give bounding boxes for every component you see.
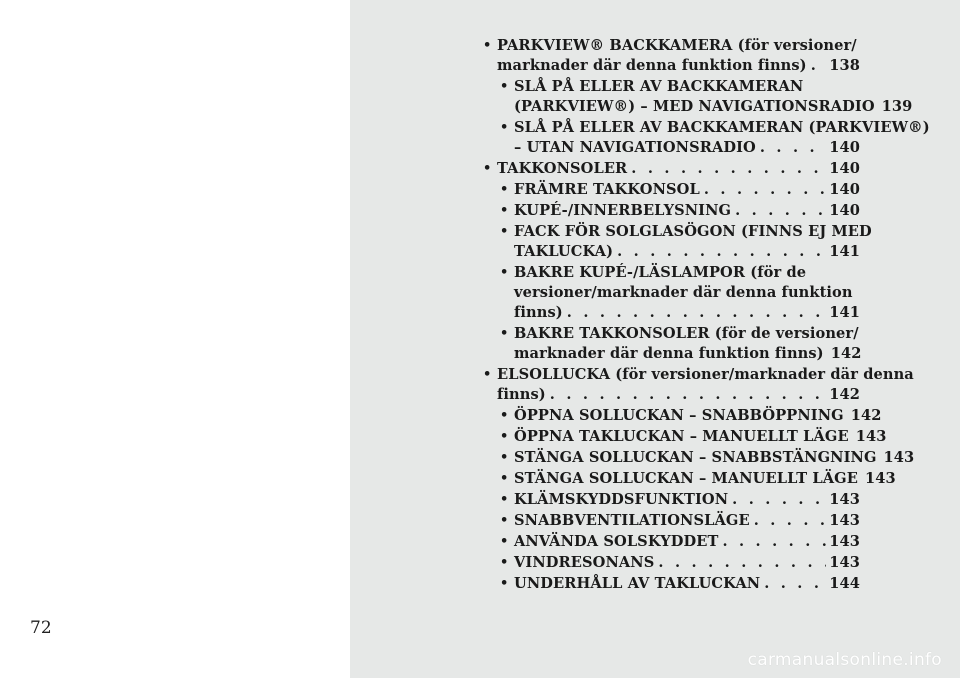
watermark: carmanualsonline.info <box>747 650 942 670</box>
toc-entry-text: FACK FÖR SOLGLASÖGON (FINNS EJ MED <box>514 223 872 240</box>
toc-entry-text: STÄNGA SOLLUCKAN – MANUELLT LÄGE <box>514 470 858 487</box>
toc-entry-text: (PARKVIEW®) – MED NAVIGATIONSRADIO <box>514 98 875 115</box>
toc-entry-text: SLÅ PÅ ELLER AV BACKKAMERAN (PARKVIEW®) <box>514 119 930 136</box>
bullet-icon: • <box>500 408 509 423</box>
dot-leader <box>704 180 826 200</box>
toc-entry-text: STÄNGA SOLLUCKAN – SNABBSTÄNGNING <box>514 449 877 466</box>
toc-page-number: 139 <box>881 98 913 115</box>
bullet-icon: • <box>500 224 509 239</box>
toc-entry-line <box>514 303 860 323</box>
toc-entry[interactable] <box>480 36 860 76</box>
dot-leader <box>658 553 826 573</box>
toc-entry-line <box>514 511 860 531</box>
dot-leader <box>567 303 826 323</box>
toc-entry[interactable] <box>497 222 872 262</box>
toc-entry-text: VINDRESONANS <box>514 554 655 571</box>
toc-entry[interactable] <box>497 427 887 447</box>
toc-entry-line <box>514 427 887 447</box>
toc-entry[interactable] <box>497 324 860 364</box>
toc-entry-text: KUPÉ-/INNERBELYSNING <box>514 202 732 219</box>
toc-entry-text: KLÄMSKYDDSFUNKTION <box>514 491 729 508</box>
toc-page-number: 143 <box>864 470 896 487</box>
toc-entry[interactable] <box>497 406 882 426</box>
dot-leader <box>735 201 826 221</box>
toc-entry-text: TAKLUCKA) <box>514 243 614 260</box>
dot-leader <box>550 385 826 405</box>
bullet-icon: • <box>500 555 509 570</box>
toc-page-number: 140 <box>829 202 860 219</box>
toc-page-number: 140 <box>829 160 860 177</box>
toc-entry-text: PARKVIEW® BACKKAMERA (för versioner/ <box>497 37 857 54</box>
toc-entry-line <box>514 448 915 468</box>
dot-leader <box>631 159 826 179</box>
toc-entry-line <box>514 344 860 364</box>
toc-page-number: 143 <box>829 491 860 508</box>
dot-leader <box>722 532 826 552</box>
toc-entry[interactable] <box>497 553 860 573</box>
bullet-icon: • <box>483 161 492 176</box>
toc-entry-line <box>514 469 896 489</box>
dot-leader <box>617 242 826 262</box>
toc-entry-line <box>514 97 913 117</box>
toc-entry[interactable] <box>497 532 860 552</box>
toc-entry-line <box>514 138 860 158</box>
toc-entry-line <box>514 180 860 200</box>
bullet-icon: • <box>500 429 509 444</box>
toc-page-number: 143 <box>883 449 915 466</box>
toc-entry-line <box>497 56 860 76</box>
dot-leader <box>754 511 827 531</box>
toc-entry-text: FRÄMRE TAKKONSOL <box>514 181 700 198</box>
toc-entry[interactable] <box>497 469 896 489</box>
bullet-icon: • <box>483 367 492 382</box>
table-of-contents <box>480 36 930 595</box>
toc-entry[interactable] <box>497 118 930 158</box>
toc-panel <box>350 0 960 678</box>
toc-page-number: 143 <box>829 533 860 550</box>
bullet-icon: • <box>500 79 509 94</box>
toc-page-number: 141 <box>829 243 860 260</box>
dot-leader <box>760 138 826 158</box>
bullet-icon: • <box>500 513 509 528</box>
toc-page-number: 143 <box>855 428 887 445</box>
bullet-icon: • <box>483 38 492 53</box>
bullet-icon: • <box>500 534 509 549</box>
toc-entry-text: SNABBVENTILATIONSLÄGE <box>514 512 750 529</box>
toc-page-number: 140 <box>829 181 860 198</box>
toc-entry-text: marknader där denna funktion finns) <box>514 345 824 362</box>
toc-entry[interactable] <box>497 180 860 200</box>
toc-entry[interactable] <box>497 511 860 531</box>
toc-entry-text: marknader där denna funktion finns) <box>497 57 807 74</box>
toc-entry-line <box>497 385 860 405</box>
toc-page-number: 143 <box>829 512 860 529</box>
toc-entry[interactable] <box>497 77 913 117</box>
toc-entry-text: ANVÄNDA SOLSKYDDET <box>514 533 719 550</box>
toc-entry-text: ÖPPNA TAKLUCKAN – MANUELLT LÄGE <box>514 428 849 445</box>
toc-page-number: 143 <box>829 554 860 571</box>
toc-entry-line <box>514 406 882 426</box>
toc-entry-text: TAKKONSOLER <box>497 160 628 177</box>
dot-leader <box>732 490 826 510</box>
toc-page-number: 138 <box>829 57 860 74</box>
bullet-icon: • <box>500 203 509 218</box>
dot-leader <box>764 574 826 594</box>
toc-page-number: 140 <box>829 139 860 156</box>
page-number: 72 <box>30 618 52 638</box>
bullet-icon: • <box>500 182 509 197</box>
toc-entry[interactable] <box>497 448 915 468</box>
bullet-icon: • <box>500 326 509 341</box>
toc-page-number: 142 <box>830 345 862 362</box>
toc-page-number: 142 <box>829 386 860 403</box>
left-page-area <box>0 0 350 678</box>
toc-page-number: 142 <box>850 407 882 424</box>
toc-entry-text: finns) <box>514 304 563 321</box>
toc-entry[interactable] <box>480 159 860 179</box>
toc-entry-line <box>514 574 860 594</box>
toc-entry-text: ÖPPNA SOLLUCKAN – SNABBÖPPNING <box>514 407 844 424</box>
toc-page-number: 144 <box>829 575 860 592</box>
toc-entry-text: versioner/marknader där denna funktion <box>514 284 853 301</box>
toc-entry-line <box>514 553 860 573</box>
toc-entry[interactable] <box>497 263 860 323</box>
toc-entry-line <box>514 242 860 262</box>
bullet-icon: • <box>500 576 509 591</box>
toc-entry-text: UNDERHÅLL AV TAKLUCKAN <box>514 575 761 592</box>
bullet-icon: • <box>500 265 509 280</box>
toc-page-number: 141 <box>829 304 860 321</box>
bullet-icon: • <box>500 120 509 135</box>
toc-entry-line <box>514 490 860 510</box>
toc-entry[interactable] <box>497 490 860 510</box>
toc-entry-text: BAKRE KUPÉ-/LÄSLAMPOR (för de <box>514 264 807 281</box>
bullet-icon: • <box>500 450 509 465</box>
toc-entry[interactable] <box>497 201 860 221</box>
toc-entry[interactable] <box>480 365 914 405</box>
toc-entry-line <box>514 201 860 221</box>
dot-leader <box>811 56 827 76</box>
toc-entry-line <box>514 532 860 552</box>
toc-entry[interactable] <box>497 574 860 594</box>
toc-entry-text: SLÅ PÅ ELLER AV BACKKAMERAN <box>514 78 804 95</box>
toc-entry-text: finns) <box>497 386 546 403</box>
bullet-icon: • <box>500 471 509 486</box>
toc-entry-text: ELSOLLUCKA (för versioner/marknader där denna <box>497 366 914 383</box>
bullet-icon: • <box>500 492 509 507</box>
toc-entry-text: BAKRE TAKKONSOLER (för de versioner/ <box>514 325 859 342</box>
toc-entry-line <box>497 159 860 179</box>
toc-entry-text: – UTAN NAVIGATIONSRADIO <box>514 139 756 156</box>
